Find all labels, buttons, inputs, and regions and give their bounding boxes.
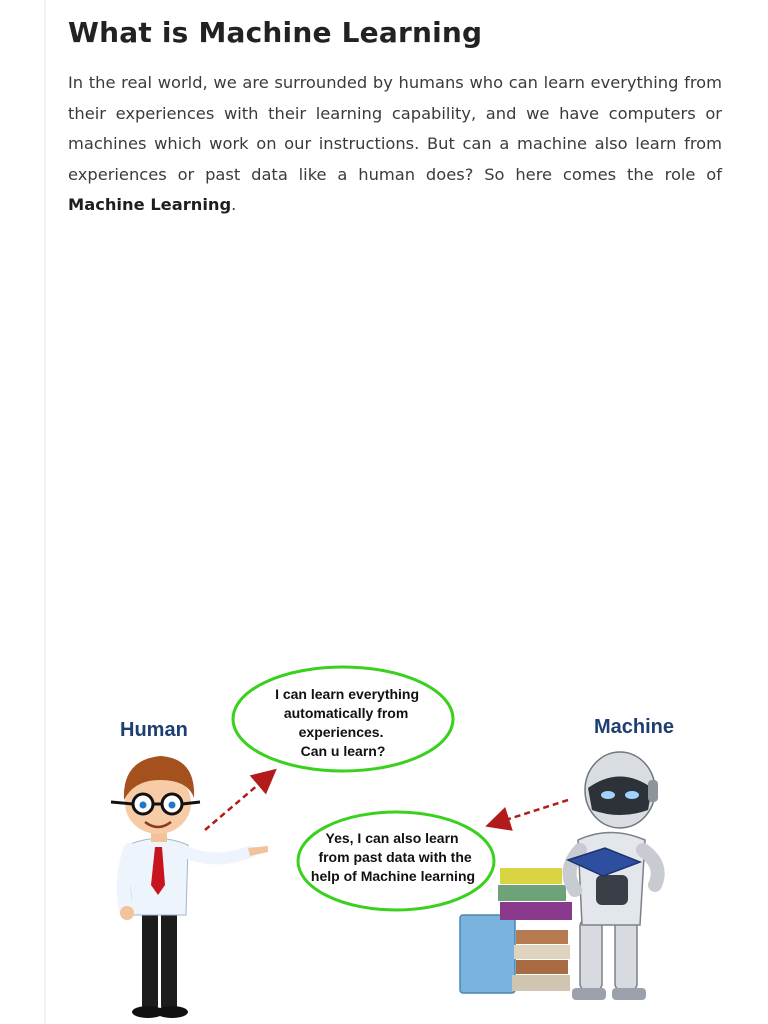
intro-paragraph [68, 68, 722, 221]
machine-label: Machine [594, 716, 675, 738]
human-to-bubble-arrow [205, 772, 273, 830]
human-speech-bubble [233, 667, 453, 771]
machine-bubble-line-2: from past data with the [318, 849, 472, 865]
human-bubble-line-2: automatically from [283, 705, 409, 721]
svg-text:Yes, I can also learn [311, 830, 476, 884]
article-heading: What is Machine Learning [68, 16, 483, 49]
human-label: Human [120, 719, 188, 741]
machine-to-bubble-arrow [490, 800, 568, 825]
paragraph-period: . [231, 195, 237, 214]
human-bubble-line-4: Can u learn? [300, 743, 386, 759]
intro-paragraph-text: In the real world, we are surrounded by humans who can learn everything from their experiences with their learning capability, and we have computers or machines which work on our instructions. But can a machine also learn from experiences or past data like a human does? So here comes the role of [68, 73, 722, 184]
article-content [68, 14, 722, 221]
machine-bubble-line-1: Yes, I can also learn [325, 830, 459, 846]
machine-learning-bold: Machine Learning [68, 195, 232, 214]
machine-bubble-line-3: help of Machine learning [310, 868, 476, 884]
human-bubble-line-3: experiences. [298, 724, 384, 740]
human-vs-machine-illustration [0, 640, 768, 1024]
human-bubble-line-1: I can learn everything [275, 686, 420, 702]
machine-speech-bubble [298, 812, 494, 910]
robot-figure [568, 752, 658, 1000]
